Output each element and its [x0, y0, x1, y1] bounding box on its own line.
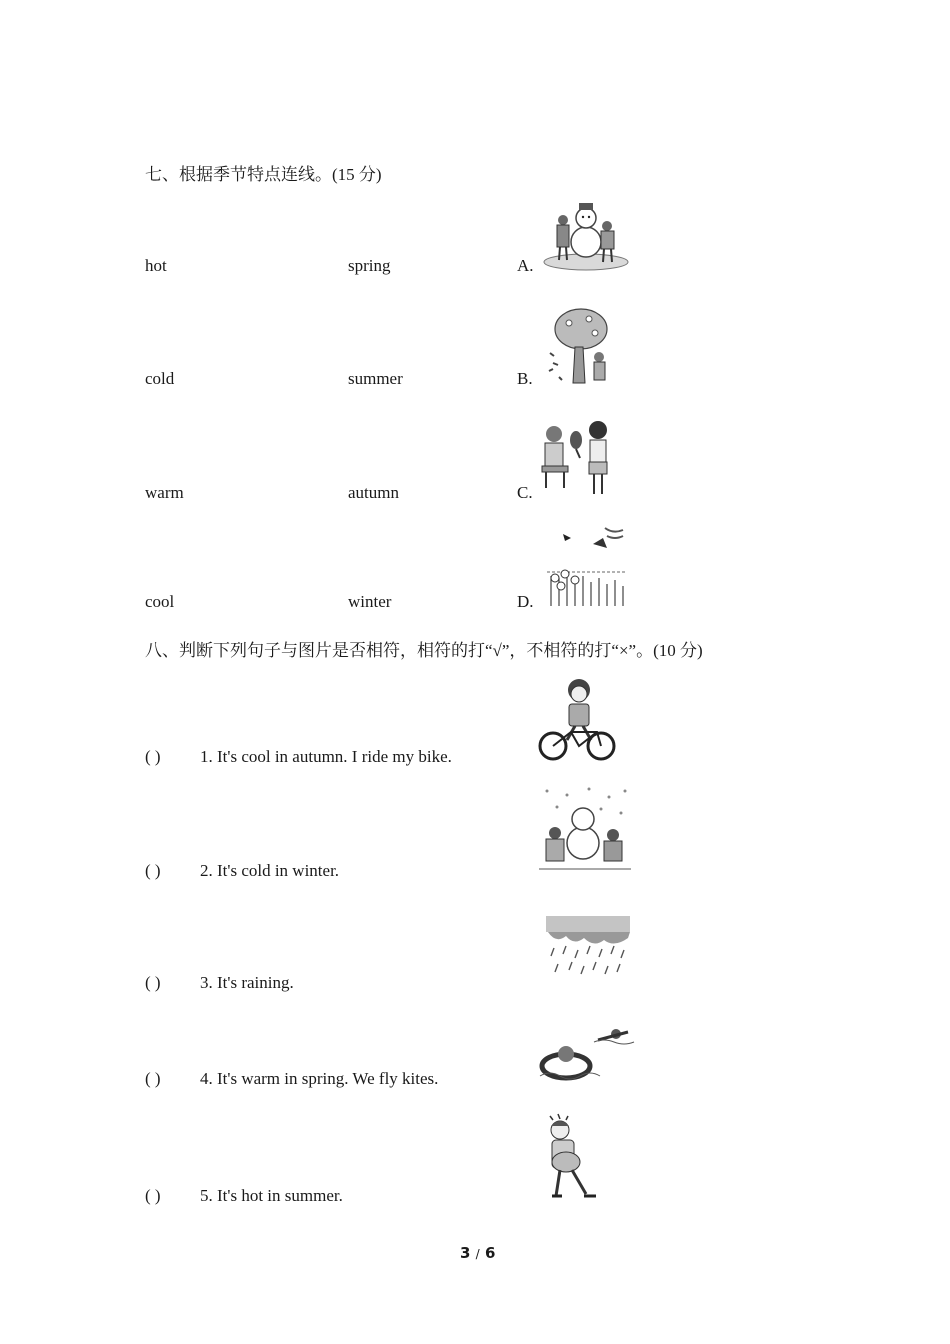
tree-leaves-icon: [545, 305, 610, 387]
word-autumn: autumn: [348, 483, 399, 502]
answer-bracket-4[interactable]: ( ): [145, 1069, 161, 1088]
word-cold: cold: [145, 369, 175, 388]
page-separator: /: [475, 1247, 480, 1261]
option-letter-a: A.: [517, 256, 534, 275]
statement-4: 4. It's warm in spring. We fly kites.: [200, 1069, 439, 1088]
word-winter: winter: [348, 592, 392, 611]
option-letter-d: D.: [517, 592, 534, 611]
sweating-person-icon: [540, 1112, 604, 1204]
option-letter-c: C.: [517, 483, 533, 502]
section7-heading: 七、根据季节特点连线。(15 分): [145, 165, 382, 184]
word-summer: summer: [348, 369, 403, 388]
page-current: 3: [460, 1244, 471, 1262]
word-warm: warm: [145, 483, 184, 502]
option-letter-b: B.: [517, 369, 533, 388]
snowman-icon: [543, 196, 629, 272]
answer-bracket-2[interactable]: ( ): [145, 861, 161, 880]
statement-3: 3. It's raining.: [200, 973, 294, 992]
answer-bracket-1[interactable]: ( ): [145, 747, 161, 766]
answer-bracket-5[interactable]: ( ): [145, 1186, 161, 1205]
swimming-icon: [538, 1024, 638, 1088]
rain-cloud-icon: [546, 916, 630, 984]
page-total: 6: [484, 1244, 496, 1262]
statement-5: 5. It's hot in summer.: [200, 1186, 343, 1205]
snowman-kids-icon: [537, 785, 633, 877]
bike-rider-icon: [537, 676, 617, 762]
answer-bracket-3[interactable]: ( ): [145, 973, 161, 992]
word-hot: hot: [145, 256, 167, 275]
section8-heading: 八、判断下列句子与图片是否相符，相符的打“√”，不相符的打“×”。(10 分): [145, 641, 703, 660]
page-number: [460, 1244, 495, 1262]
word-spring: spring: [348, 256, 391, 275]
word-cool: cool: [145, 592, 175, 611]
statement-1: 1. It's cool in autumn. I ride my bike.: [200, 747, 452, 766]
hot-fan-icon: [540, 418, 612, 500]
birds-flowers-icon: [545, 522, 627, 608]
statement-2: 2. It's cold in winter.: [200, 861, 340, 880]
